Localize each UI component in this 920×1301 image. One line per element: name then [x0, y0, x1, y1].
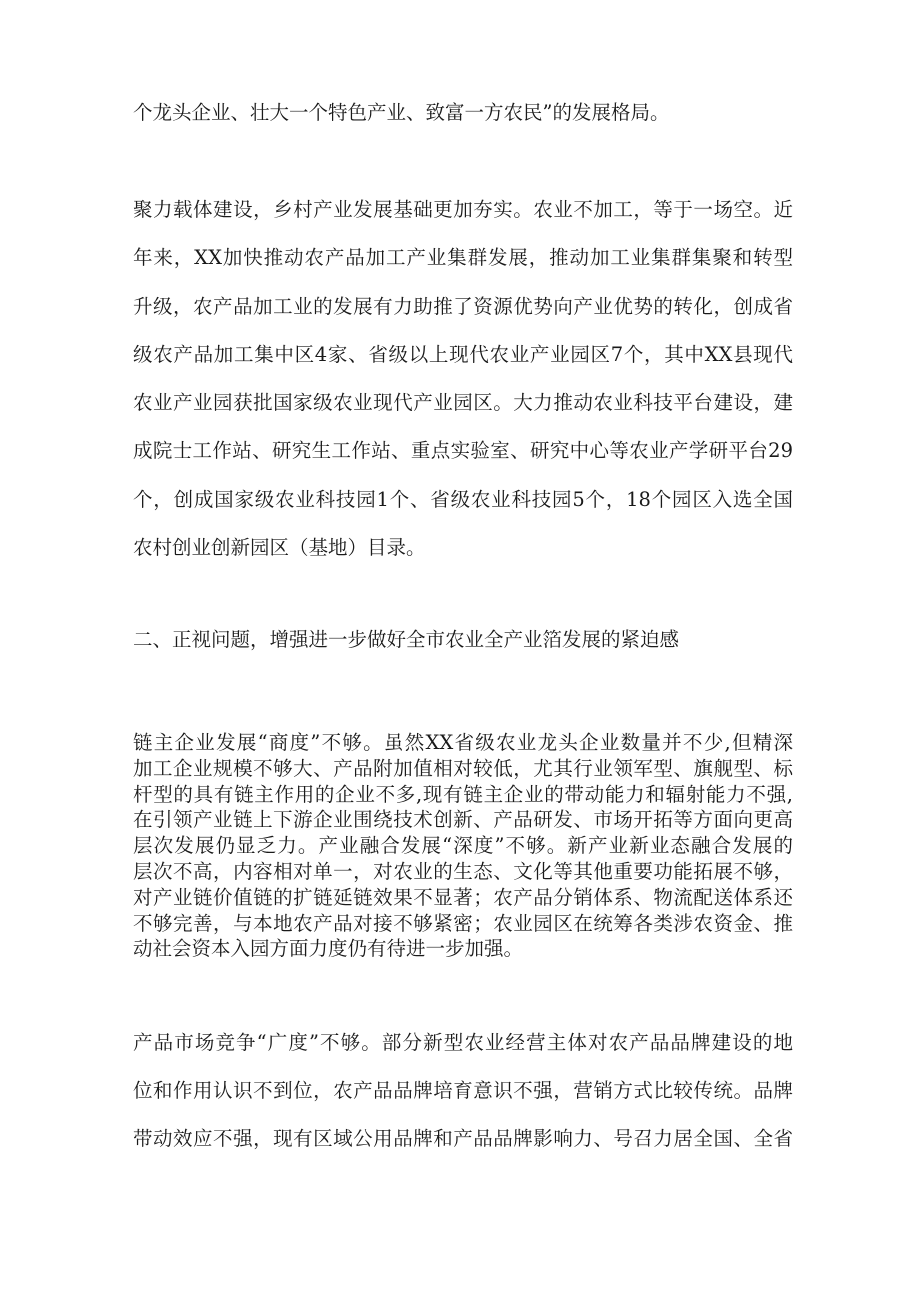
- chain-leader-paragraph: [133, 730, 793, 962]
- section-heading-text: 二、正视问题，增强进一步做好全市农业全产业箔发展的紧迫感: [133, 628, 680, 651]
- paragraph-line: 不够完善，与本地农产品对接不够紧密；农业园区在统筹各类涉农资金、推: [133, 911, 793, 935]
- paragraph-line: 杆型的具有链主作用的企业不多,现有链主企业的带动能力和辐射能力不强,: [133, 782, 793, 806]
- paragraph-line: 个，创成国家级农业科技园1个、省级农业科技园5个，18个园区入选全国: [133, 487, 793, 511]
- paragraph-line: 个龙头企业、壮大一个特色产业、致富一方农民”的发展格局。: [133, 101, 670, 124]
- paragraph-line: 产品市场竞争“广度”不够。部分新型农业经营主体对农产品品牌建设的地: [133, 1031, 793, 1054]
- paragraph-line: 位和作用认识不到位，农产品品牌培育意识不强，营销方式比较传统。品牌: [133, 1079, 793, 1102]
- paragraph-line: 加工企业规模不够大、产品附加值相对较低，尤其行业领军型、旗舰型、标: [133, 756, 793, 780]
- market-competition-paragraph: [133, 1019, 793, 1163]
- section-heading: [133, 628, 793, 652]
- paragraph-line: 级农产品加工集中区4家、省级以上现代农业产业园区7个，其中XX县现代: [133, 342, 793, 366]
- paragraph-line: 动社会资本入园方面力度仍有待进一步加强。: [133, 937, 524, 961]
- paragraph-line: 年来，XX加快推动农产品加工产业集群发展，推动加工业集群集聚和转型: [133, 246, 793, 270]
- paragraph-line: 对产业链价值链的扩链延链效果不显著；农产品分销体系、物流配送体系还: [133, 885, 793, 909]
- paragraph-line: 成院士工作站、研究生工作站、重点实验室、研究中心等农业产学研平台29: [133, 439, 793, 463]
- paragraph-line: 带动效应不强，现有区域公用品牌和产品品牌影响力、号召力居全国、全省: [133, 1127, 793, 1150]
- paragraph-line: 在引领产业链上下游企业围绕技术创新、产品研发、市场开拓等方面向更高: [133, 808, 793, 832]
- paragraph-line: 层次不高，内容相对单一，对农业的生态、文化等其他重要功能拓展不够，: [133, 859, 793, 883]
- intro-paragraph: [133, 101, 793, 125]
- paragraph-line: 链主企业发展“商度”不够。虽然XX省级农业龙头企业数量并不少,但精深: [133, 731, 793, 754]
- paragraph-line: 农村创业创新园区（基地）目录。: [133, 536, 426, 560]
- carrier-construction-paragraph: [133, 186, 793, 572]
- paragraph-line: 升级，农产品加工业的发展有力助推了资源优势向产业优势的转化，创成省: [133, 294, 793, 318]
- paragraph-line: 农业产业园获批国家级农业现代产业园区。大力推动农业科技平台建设，建: [133, 391, 793, 415]
- paragraph-line: 聚力载体建设，乡村产业发展基础更加夯实。农业不加工，等于一场空。近: [133, 198, 793, 221]
- paragraph-line: 层次发展仍显乏力。产业融合发展“深度”不够。新产业新业态融合发展的: [133, 834, 793, 858]
